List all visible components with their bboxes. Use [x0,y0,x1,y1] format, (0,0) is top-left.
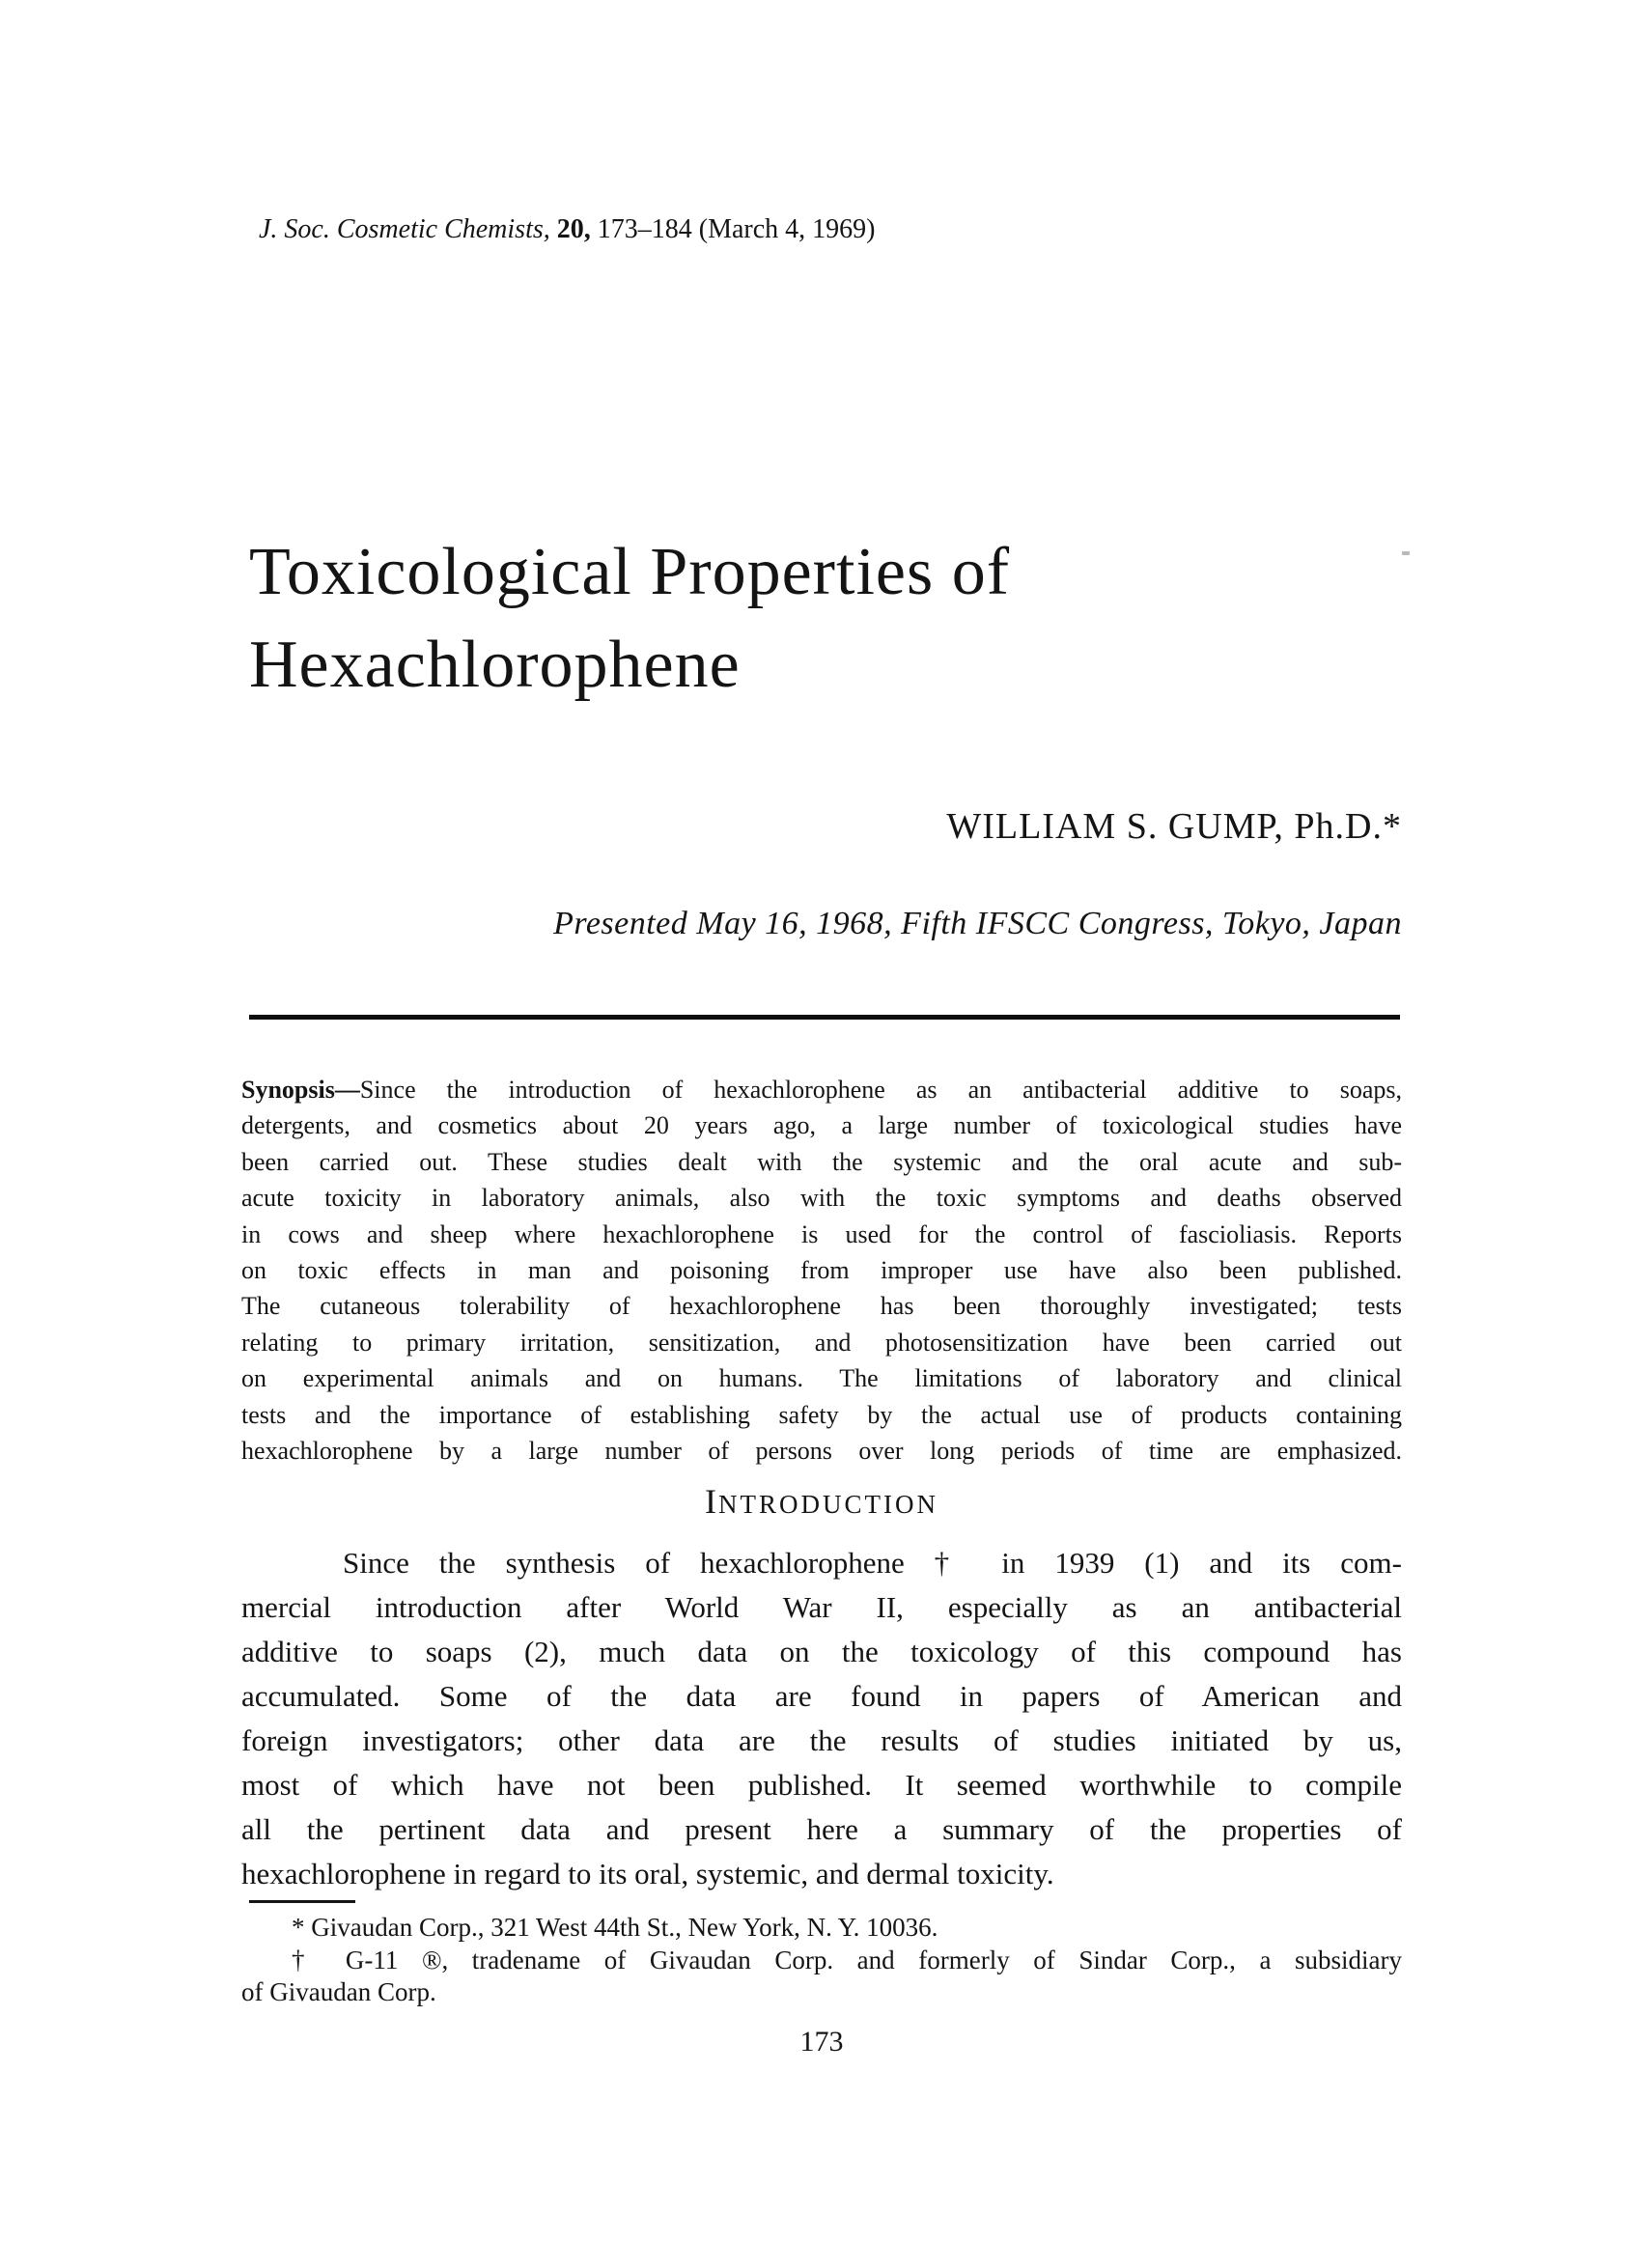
introduction-heading-rest: NTRODUCTION [718,1490,938,1519]
journal-citation [259,214,875,245]
synopsis-line: hexachlorophene by a large number of persons over long periods of time are emphasized. [241,1437,1402,1466]
citation-volume: 20, [556,214,598,244]
synopsis-label: Synopsis [241,1076,335,1104]
introduction-line: hexachlorophene in regard to its oral, systemic, and dermal toxicity. [241,1857,1054,1890]
author-name: WILLIAM S. GUMP, Ph.D.* [946,806,1402,847]
footnote-divider-rule [249,1900,355,1903]
synopsis-line: acute toxicity in laboratory animals, also with the toxic symptoms and deaths observed [241,1184,1402,1213]
synopsis-line: tests and the importance of establishing safety by the actual use of products containing [241,1400,1402,1429]
citation-pages-date: 173–184 (March 4, 1969) [597,214,876,244]
introduction-line: mercial introduction after World War II, especially as an antibacterial [241,1590,1402,1624]
synopsis-section [241,1072,1402,1469]
introduction-line: most of which have not been published. It seemed worthwhile to compile [241,1768,1402,1802]
synopsis-line: detergents, and cosmetics about 20 years ago, a large number of toxicological studies have [241,1111,1402,1140]
introduction-line: foreign investigators; other data are the results of studies initiated by us, [241,1723,1402,1757]
synopsis-line [241,1072,1402,1107]
synopsis-line1-text: Since the introduction of hexachlorophene as an antibacterial additive to soaps, [359,1076,1402,1104]
scan-artifact-speck [1402,551,1410,555]
introduction-heading [241,1481,1402,1522]
synopsis-dash: — [334,1076,360,1104]
article-title [249,526,1010,712]
synopsis-line: on experimental animals and on humans. The limitations of laboratory and clinical [241,1364,1402,1393]
footnotes-section [241,1912,1402,2009]
article-title-line1: Toxicological Properties of [249,535,1011,609]
introduction-heading-initial: I [705,1482,718,1521]
introduction-line: all the pertinent data and present here a summary of the properties of [241,1812,1402,1846]
citation-journal-name: J. Soc. Cosmetic Chemists, [259,214,557,244]
synopsis-line: relating to primary irritation, sensitization, and photosensitization have been carried out [241,1328,1402,1357]
synopsis-line: The cutaneous tolerability of hexachlorophene has been thoroughly investigated; tests [241,1292,1402,1321]
header-divider-rule [249,1015,1400,1020]
article-title-line2: Hexachlorophene [249,628,741,702]
introduction-line: accumulated. Some of the data are found in papers of American and [241,1679,1402,1713]
introduction-line: Since the synthesis of hexachlorophene † in 1939 (1) and its com- [343,1546,1402,1580]
synopsis-line: on toxic effects in man and poisoning from improper use have also been published. [241,1256,1402,1285]
page-number: 173 [799,2026,844,2058]
footnote-line: of Givaudan Corp. [241,1977,436,2006]
synopsis-line: been carried out. These studies dealt with the systemic and the oral acute and sub- [241,1147,1402,1176]
footnote-line: † G-11 ®, tradename of Givaudan Corp. and formerly of Sindar Corp., a subsidiary [292,1945,1402,1974]
presentation-note: Presented May 16, 1968, Fifth IFSCC Congress, Tokyo, Japan [553,906,1402,941]
introduction-paragraph [241,1541,1402,1896]
footnote-line: * Givaudan Corp., 321 West 44th St., New York, N. Y. 10036. [292,1913,938,1942]
synopsis-line: in cows and sheep where hexachlorophene is used for the control of fascioliasis. Reports [241,1219,1402,1248]
introduction-line: additive to soaps (2), much data on the toxicology of this compound has [241,1635,1402,1668]
